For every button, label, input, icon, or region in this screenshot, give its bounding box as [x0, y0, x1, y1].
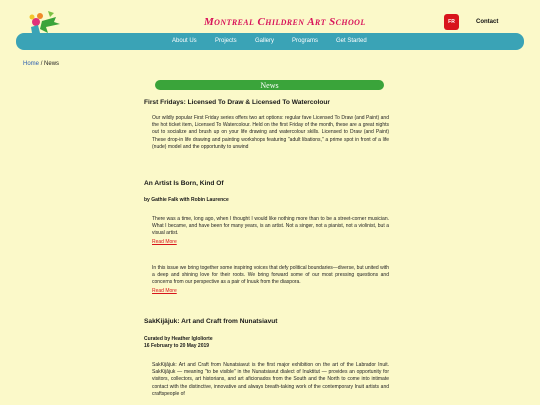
- breadcrumb-current: News: [44, 61, 60, 67]
- news-section-banner: News: [155, 80, 384, 90]
- breadcrumb-separator: /: [40, 61, 43, 67]
- contact-link[interactable]: Contact: [476, 19, 499, 25]
- excerpt-text: In this issue we bring together some inspiring voices that defy political boundaries—diverse, but united with a deep and shining love for their roots. We bring forward some of our most pressing questions and concerns from our perspective as a pair of Inuuk from the diaspora.: [152, 265, 389, 286]
- nav-item-get-started[interactable]: Get Started: [336, 38, 367, 44]
- article-body: SakKijâjuk: Art and Craft from Nunatsiavut is the first major exhibition on the art of the Labrador Inuit. SakKijâjuk — meaning "to be visible" in the Nunatsiavut dialect of Inuktitut — provides an opportunity for visitors, collectors, art historians, and art aficionados from the South and the North to come into intimate contact with the distinctive, innovative and always breath-taking work of the contemporary Inuit artists and craftspeople of: [152, 362, 389, 397]
- main-navigation: [16, 33, 524, 50]
- site-title[interactable]: Montreal Children Art School: [204, 16, 366, 28]
- article-byline: by Gathie Falk with Robin Laurence: [144, 197, 229, 203]
- nav-item-about-us[interactable]: About Us: [172, 38, 197, 44]
- article-curator: Curated by Heather Igloliorte: [144, 336, 213, 342]
- article-excerpt: [152, 216, 389, 246]
- article-body: Our wildly popular First Friday series offers two art options: regular fave Licensed To Draw (and Paint) and the hot ticket item, Licensed To Watercolour. Held on the first Friday of the month, these are a great nights out to socialize and brush up on your life drawing and watercolour skills. Licensed to Draw (and Paint) These drop-in life drawing and painting workshops featuring "adult libations," a prime spot in front of a life (nude) model and the opportunity to unwind: [152, 115, 389, 150]
- language-toggle-button[interactable]: FR: [444, 14, 459, 30]
- article-excerpt: [152, 265, 389, 295]
- article-title[interactable]: First Fridays: Licensed To Draw & Licensed To Watercolour: [144, 99, 331, 106]
- read-more-link[interactable]: Read More: [152, 287, 177, 294]
- nav-item-programs[interactable]: Programs: [292, 38, 319, 44]
- nav-item-gallery[interactable]: Gallery: [255, 38, 275, 44]
- breadcrumb-home-link[interactable]: Home: [23, 61, 40, 67]
- article-dates: 16 February to 20 May 2019: [144, 343, 210, 349]
- article-title[interactable]: SakKijâjuk: Art and Craft from Nunatsiavut: [144, 318, 278, 325]
- nav-item-projects[interactable]: Projects: [215, 38, 237, 44]
- breadcrumb: [23, 61, 59, 67]
- excerpt-text: There was a time, long ago, when I thought I would like nothing more than to be a street-corner musician. What I became, and have been for many years, is an artist. Not a singer, not a pianist, not a violinist, but a visual artist.: [152, 216, 389, 237]
- site-header: [0, 0, 540, 34]
- read-more-link[interactable]: Read More: [152, 238, 177, 245]
- art-school-logo-icon[interactable]: [26, 9, 62, 35]
- article-title[interactable]: An Artist Is Born, Kind Of: [144, 180, 224, 187]
